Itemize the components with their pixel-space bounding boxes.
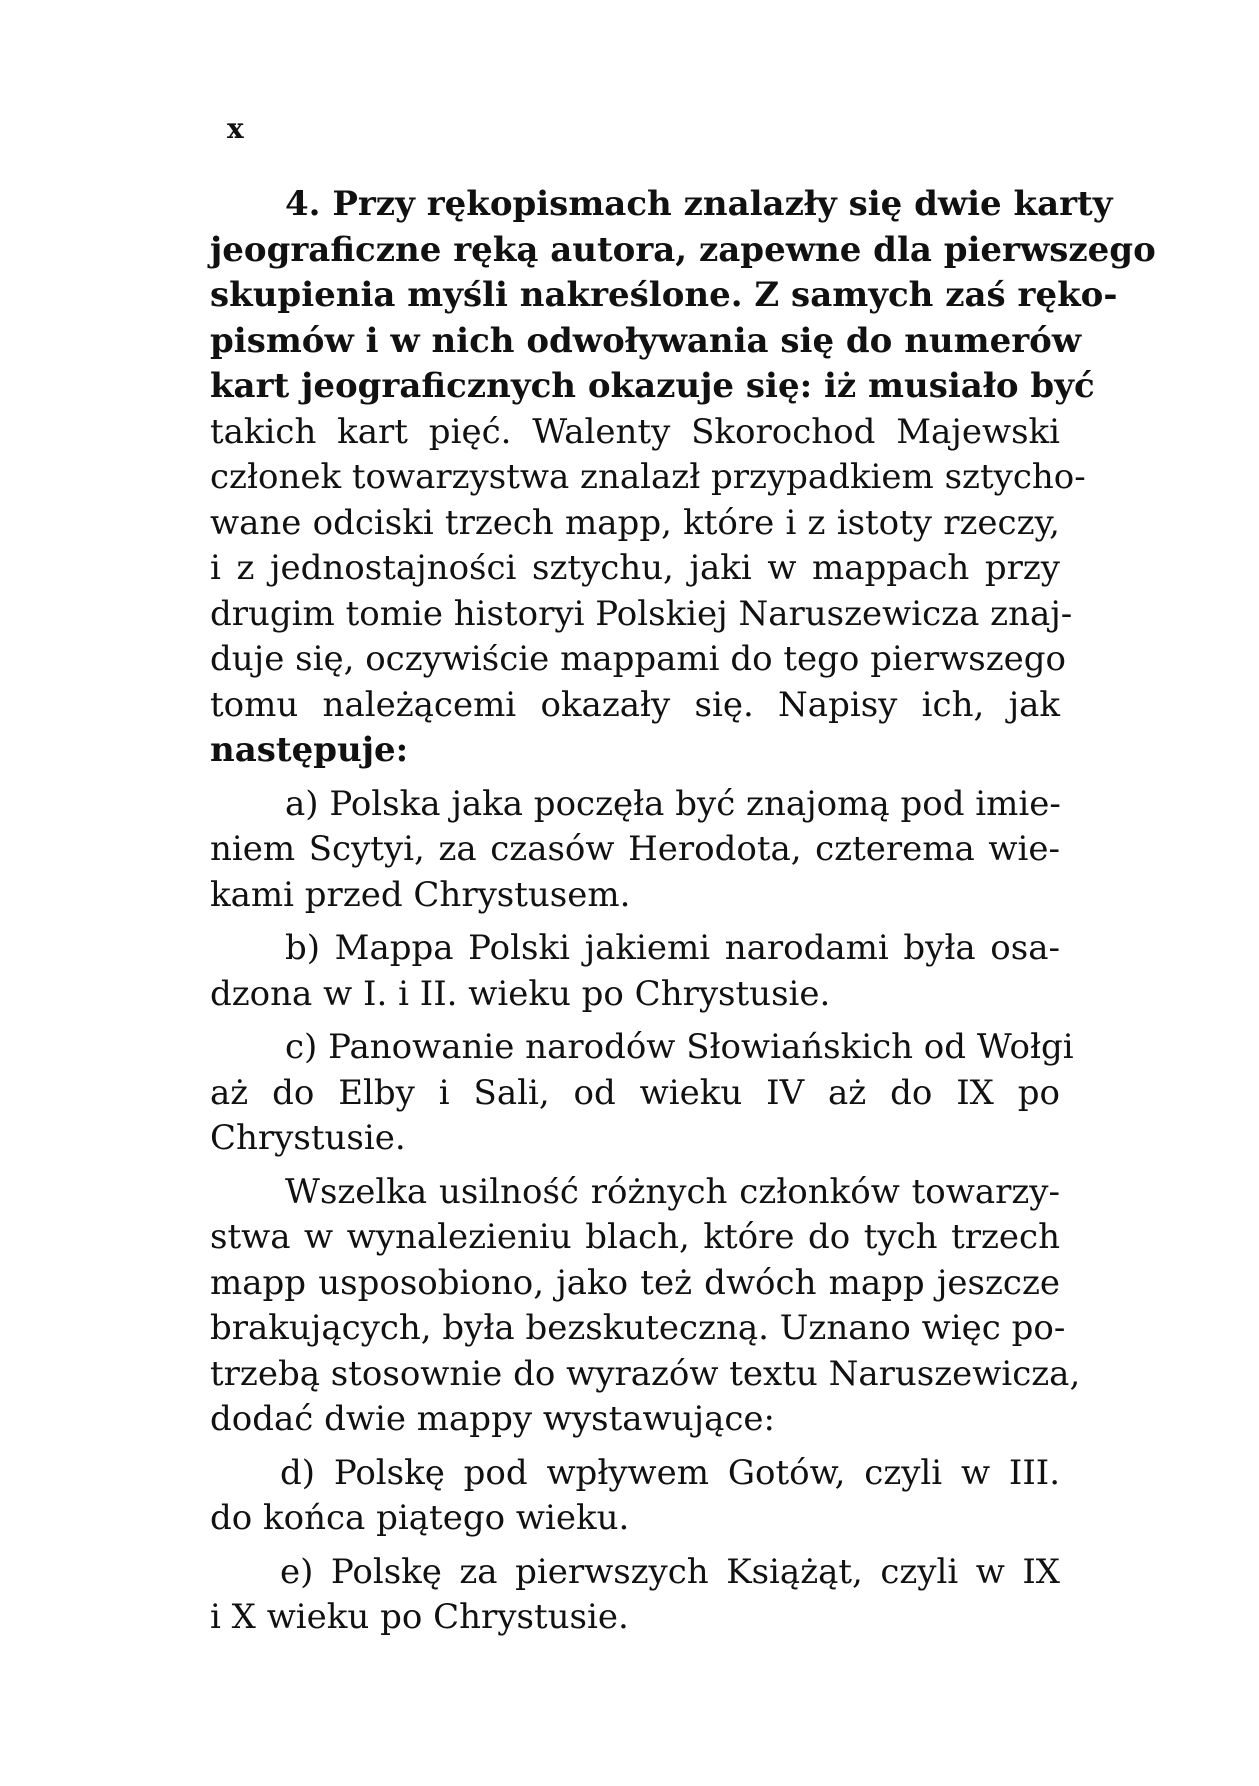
text-line: członek towarzystwa znalazł przypadkiem sztycho- <box>210 457 1086 497</box>
text-line: skupienia myśli nakreślone. Z samych zaś ręko- <box>210 275 1118 315</box>
text-line: i X wieku po Chrystusie. <box>210 1597 629 1637</box>
text-line: trzebą stosownie do wyrazów textu Naruszewicza, <box>210 1353 1081 1394</box>
text-line: i z jednostajności sztychu, jaki w mappach przy <box>210 548 1060 588</box>
text-line: takich kart pięć. Walenty Skorochod Majewski <box>210 411 1060 452</box>
text-line: aż do Elby i Sali, od wieku IV aż do IX po <box>210 1072 1060 1113</box>
text-line: 4. Przy rękopismach znalazły się dwie karty <box>285 184 1113 224</box>
text-line: pismów i w nich odwoływania się do numerów <box>210 320 1082 361</box>
text-line: a) Polska jaka poczęła być znajomą pod imie- <box>285 783 1061 824</box>
page-number: x <box>227 112 244 145</box>
text-line: mapp usposobiono, jako też dwóch mapp jeszcze <box>210 1262 1060 1303</box>
text-line: stwa w wynalezieniu blach, które do tych trzech <box>210 1217 1060 1257</box>
text-line: dzona w I. i II. wieku po Chrystusie. <box>210 973 831 1014</box>
text-line: Wszelka usilność różnych członków towarzy- <box>285 1171 1060 1212</box>
text-line: b) Mappa Polski jakiemi narodami była osa- <box>285 928 1060 968</box>
text-line: kami przed Chrystusem. <box>210 874 631 915</box>
text-line: Chrystusie. <box>210 1118 406 1158</box>
text-line: c) Panowanie narodów Słowiańskich od Wołgi <box>285 1027 1074 1067</box>
text-line: dodać dwie mappy wystawujące: <box>210 1399 775 1439</box>
text-line: następuje: <box>210 730 409 770</box>
text-line: brakujących, była bezskuteczną. Uznano więc po- <box>210 1308 1066 1348</box>
text-line: wane odciski trzech mapp, które i z istoty rzeczy, <box>210 502 1060 543</box>
text-line: tomu należącemi okazały się. Napisy ich, jak <box>210 684 1060 725</box>
page-body <box>210 182 1156 1641</box>
text-line: do końca piątego wieku. <box>210 1498 630 1538</box>
text-line: niem Scytyi, za czasów Herodota, czterema wie- <box>210 829 1060 869</box>
text-line: jeograficzne ręką autora, zapewne dla pierwszego <box>210 229 1156 270</box>
text-line: d) Polskę pod wpływem Gotów, czyli w III. <box>280 1452 1060 1493</box>
text-line: duje się, oczywiście mappami do tego pierwszego <box>210 639 1067 679</box>
text-line: drugim tomie historyi Polskiej Naruszewicza znaj- <box>210 593 1073 634</box>
text-line: kart jeograficznych okazuje się: iż musiało być <box>210 366 1095 406</box>
text-line: e) Polskę za pierwszych Książąt, czyli w IX <box>280 1551 1060 1592</box>
